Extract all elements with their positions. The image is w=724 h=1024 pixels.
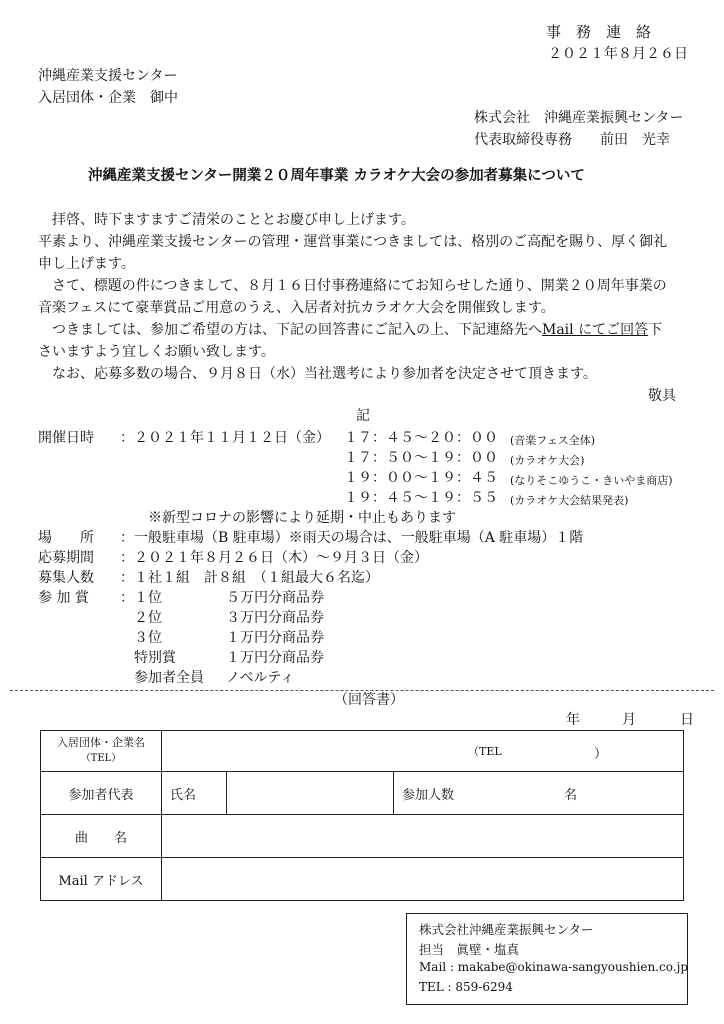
place-label: 場 所 [38, 530, 94, 546]
form-count-label: 参加人数 [402, 787, 455, 803]
period-value: ：２０２１年８月２６日（木）～９月３日（金） [120, 550, 428, 566]
form-count-unit: 名 [564, 788, 578, 803]
form-song-input[interactable] [162, 815, 684, 858]
form-org-input[interactable] [162, 731, 684, 772]
place-value: ：一般駐車場（B 駐車場）※雨天の場合は、一般駐車場（A 駐車場）１階 [120, 530, 584, 546]
recipient-org: 沖縄産業支援センター [38, 68, 178, 84]
body-paragraph-4a [52, 320, 662, 340]
form-date-year: 年 [566, 712, 580, 728]
form-name-label: 氏名 [162, 772, 227, 815]
schedule-time: １７：４５～２０：００ [344, 430, 498, 446]
prize-rank: ３位 [134, 630, 162, 646]
document-date: ２０２１年８月２６日 [548, 46, 688, 62]
form-date-month: 月 [622, 712, 636, 728]
schedule-note: (カラオケ大会) [510, 454, 585, 467]
form-row-org [41, 731, 684, 772]
form-tel-close: ） [594, 747, 608, 762]
prize-item: ノベルティ [226, 670, 295, 686]
schedule-time: １９：４５～１９：５５ [344, 490, 498, 506]
prize-rank: 特別賞 [134, 650, 176, 666]
contact-company: 株式会社沖縄産業振興センター [419, 922, 594, 937]
form-mail-label: Mail アドレス [41, 858, 162, 901]
prize-item: ３万円分商品券 [226, 610, 324, 626]
contact-mail[interactable]: Mail : makabe@okinawa-sangyoushien.co.jp [419, 960, 689, 974]
document-type: 事 務 連 絡 [546, 23, 652, 41]
form-mail-input[interactable] [162, 858, 684, 901]
body-text: つきましては、参加ご希望の方は、下記の回答書にご記入の上、下記連絡先へ [52, 322, 542, 338]
sender-company: 株式会社 沖縄産業振興センター [474, 110, 684, 126]
form-org-label-cell [41, 731, 162, 772]
closing: 敬具 [648, 388, 676, 404]
form-org-label: 入居団体・企業名 [57, 736, 145, 749]
form-tel-label: （TEL [468, 745, 502, 758]
reply-form-table [40, 730, 684, 901]
prize-rank: ２位 [134, 610, 162, 626]
body-paragraph-5: なお、応募多数の場合、９月８日（水）当社選考により参加者を決定させて頂きます。 [52, 366, 597, 382]
prize-rank: ：１位 [120, 590, 162, 606]
body-paragraph-4b: さいますよう宜しくお願い致します。 [38, 344, 275, 360]
form-date-day: 日 [680, 712, 694, 728]
contact-box [406, 913, 688, 1005]
form-rep-label: 参加者代表 [41, 772, 162, 815]
form-heading: （回答書） [334, 692, 404, 708]
recipient-attn: 入居団体・企業 御中 [38, 90, 178, 106]
count-value: ：１社１組 計８組 （１組最大６名迄） [120, 570, 379, 586]
page-title: 沖縄産業支援センター開業２０周年事業 カラオケ大会の参加者募集について [88, 168, 585, 184]
form-row-rep [41, 772, 684, 815]
prize-item: １万円分商品券 [226, 630, 324, 646]
body-paragraph-2a: 平素より、沖縄産業支援センターの管理・運営事業につきましては、格別のご高配を賜り、厚く御礼 [38, 234, 668, 250]
date-value: ：２０２１年１１月１２日（金） [120, 430, 330, 446]
mail-reply-emphasis: Mail にてご回答 [542, 322, 649, 338]
body-paragraph-3b: 音楽フェスにて豪華賞品ご用意のうえ、入居者対抗カラオケ大会を開催致します。 [38, 300, 555, 316]
form-name-input[interactable] [227, 772, 394, 815]
body-greeting: 拝啓、時下ますますご清栄のこととお慶び申し上げます。 [52, 212, 415, 228]
prize-item: ５万円分商品券 [226, 590, 324, 606]
schedule-time: １９：００～１９：４５ [344, 470, 498, 486]
prize-item: １万円分商品券 [226, 650, 324, 666]
form-count-cell[interactable] [394, 772, 684, 815]
body-paragraph-2b: 申し上げます。 [38, 256, 135, 272]
date-label: 開催日時 [38, 430, 94, 446]
schedule-note: (カラオケ大会結果発表) [510, 494, 629, 507]
body-paragraph-3a: さて、標題の件につきまして、８月１６日付事務連絡にてお知らせした通り、開業２０周年事業の [52, 278, 667, 294]
schedule-note: (なりそこゆうこ・きいやま商店) [510, 474, 673, 487]
schedule-time: １７：５０～１９：００ [344, 450, 498, 466]
schedule-note: (音楽フェス全体) [510, 434, 596, 447]
count-label: 募集人数 [38, 570, 94, 586]
ki-heading: 記 [356, 408, 370, 424]
form-song-label: 曲 名 [41, 815, 162, 858]
body-text: 下 [648, 322, 663, 338]
contact-person: 担当 眞壁・塩真 [419, 942, 520, 957]
form-org-tel-sub: （TEL） [80, 753, 122, 764]
prize-label: 参 加 賞 [38, 590, 89, 606]
covid-note: ※新型コロナの影響により延期・中止もあります [148, 510, 456, 526]
form-row-song [41, 815, 684, 858]
contact-tel: TEL : 859-6294 [419, 980, 513, 994]
form-row-mail [41, 858, 684, 901]
sender-person: 代表取締役専務 前田 光幸 [474, 132, 670, 148]
prize-rank: 参加者全員 [134, 670, 204, 686]
period-label: 応募期間 [38, 550, 94, 566]
